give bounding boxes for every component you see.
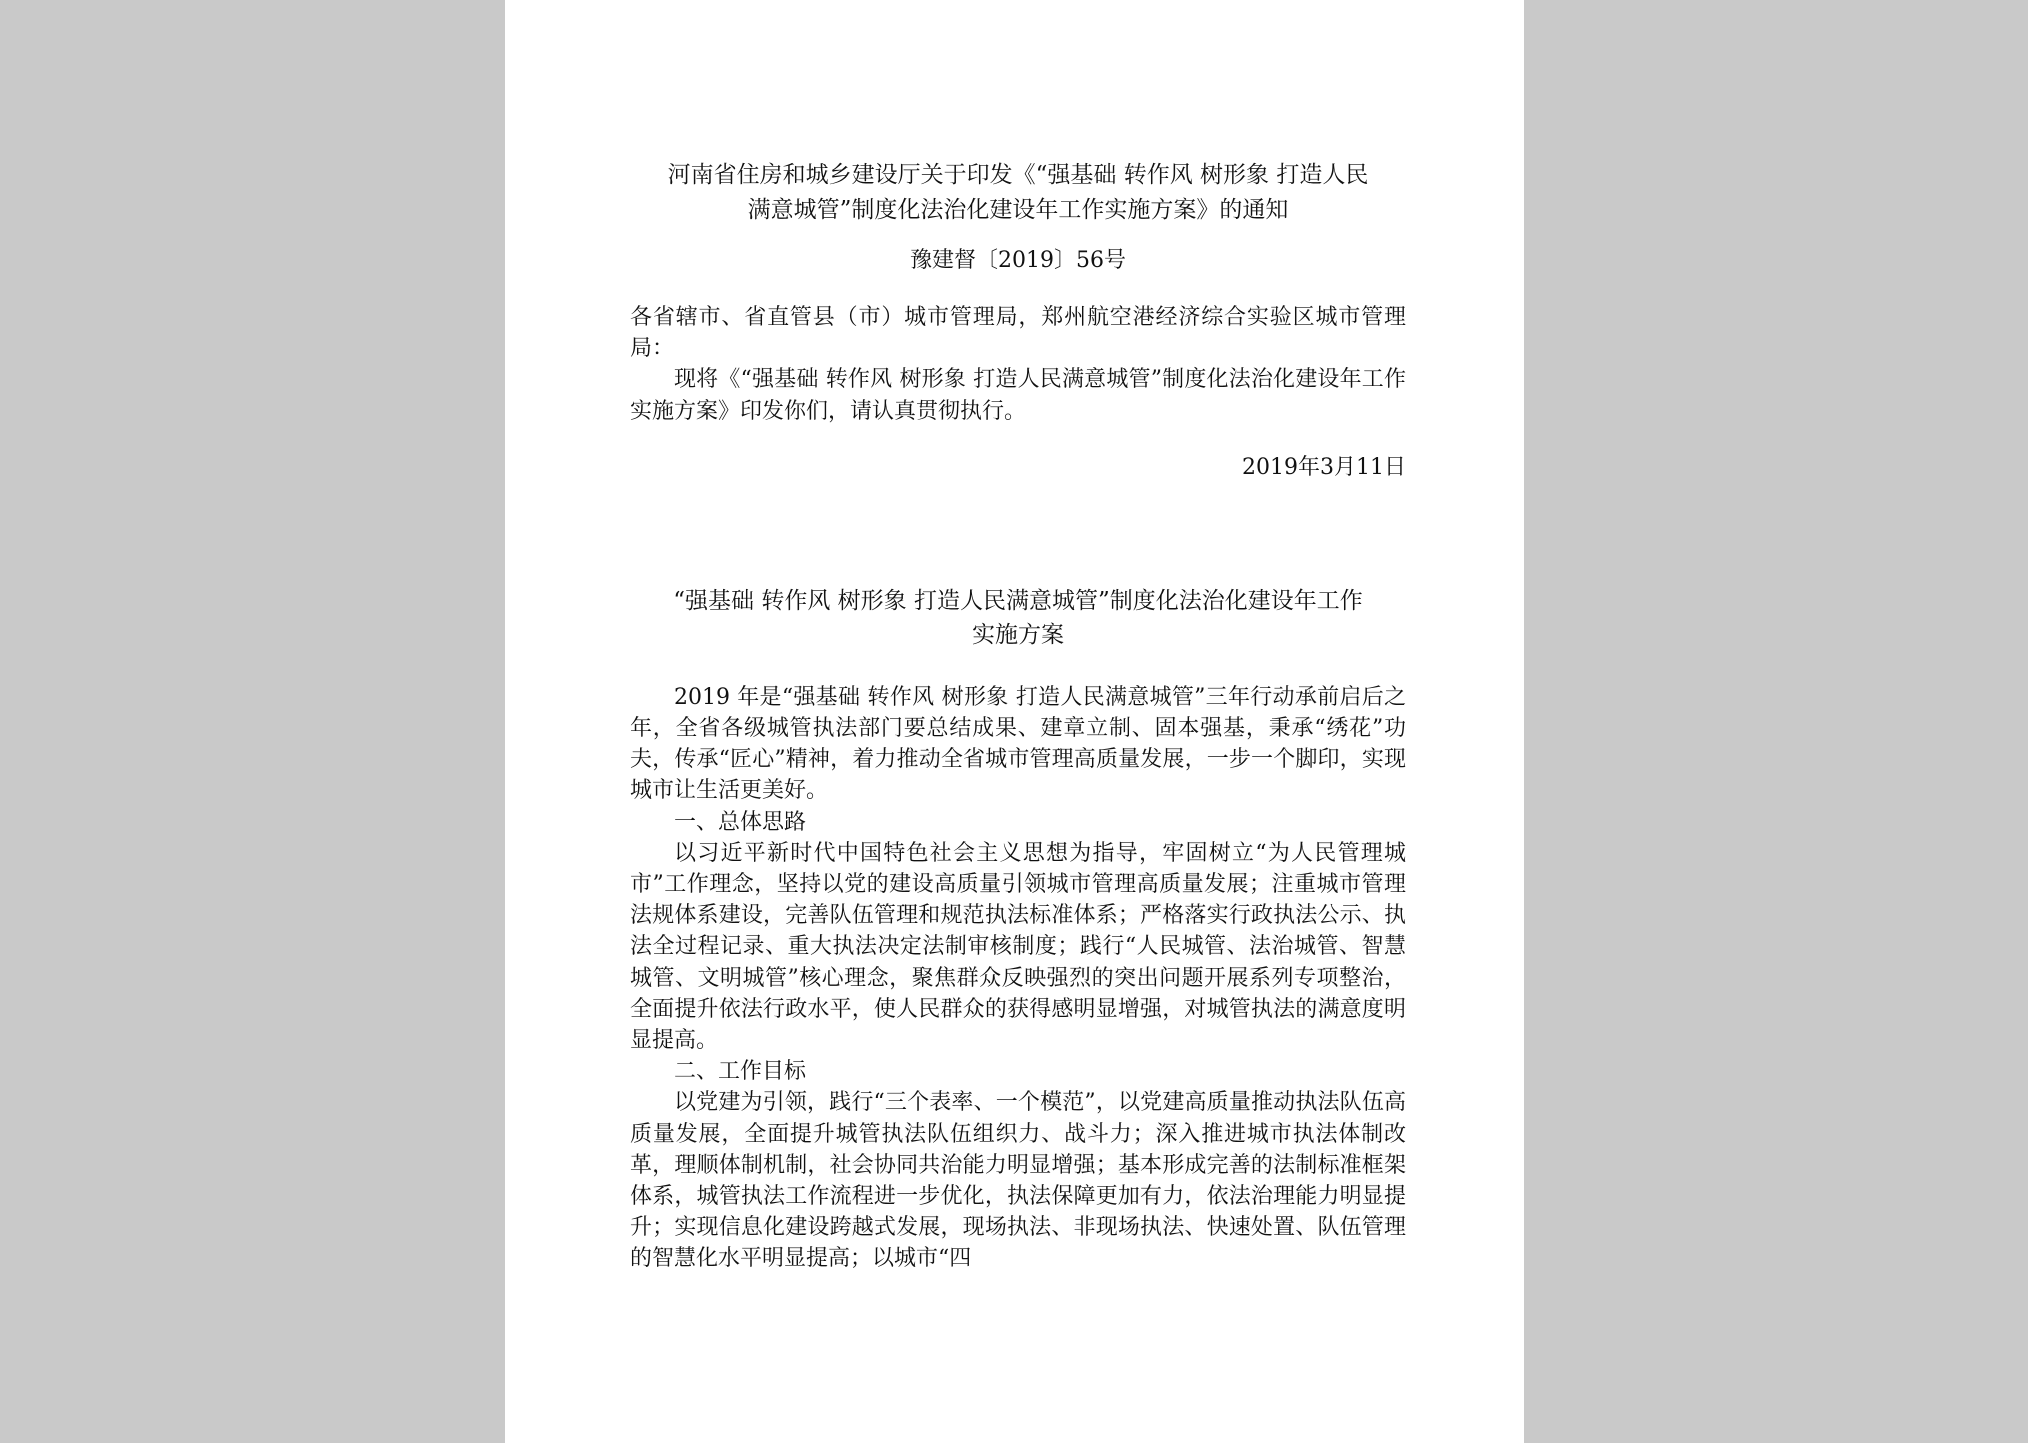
- section-heading-overall-approach: 一、总体思路: [674, 809, 807, 835]
- document-content: [630, 158, 1406, 1275]
- plan-title-line-1: “强基础 转作风 树形象 打造人民满意城管”制度化法治化建设年工作: [673, 587, 1363, 614]
- plan-title: [630, 584, 1406, 652]
- notice-title: [630, 158, 1406, 228]
- plan-body: [630, 682, 1406, 1275]
- document-page: [505, 0, 1524, 1443]
- section-heading-work-goals: 二、工作目标: [674, 1059, 807, 1085]
- notice-addressee: 各省辖市、省直管县（市）城市管理局，郑州航空港经济综合实验区城市管理局：: [630, 305, 1406, 362]
- notice-body: 现将《“强基础 转作风 树形象 打造人民满意城管”制度化法治化建设年工作实施方案》印发你们，请认真贯彻执行。: [630, 367, 1406, 424]
- plan-title-line-2: 实施方案: [972, 621, 1064, 648]
- plan-paragraph-approach: 以习近平新时代中国特色社会主义思想为指导，牢固树立“为人民管理城市”工作理念，坚持以党的建设高质量引领城市管理高质量发展；注重城市管理法规体系建设，完善队伍管理和规范执法标准体系；严格落实行政执法公示、执法全过程记录、重大执法决定法制审核制度；践行“人民城管、法治城管、智慧城管、文明城管”核心理念，聚焦群众反映强烈的突出问题开展系列专项整治，全面提升依法行政水平，使人民群众的获得感明显增强，对城管执法的满意度明显提高。: [630, 840, 1406, 1054]
- plan-paragraph-intro: 2019 年是“强基础 转作风 树形象 打造人民满意城管”三年行动承前启后之年，全省各级城管执法部门要总结成果、建章立制、固本强基，秉承“绣花”功夫，传承“匠心”精神，着力推动全省城市管理高质量发展，一步一个脚印，实现城市让生活更美好。: [630, 684, 1406, 804]
- notice-date: 2019年3月11日: [1242, 454, 1406, 480]
- notice-title-line-1: 河南省住房和城乡建设厅关于印发《“强基础 转作风 树形象 打造人民: [667, 162, 1369, 188]
- document-number: 豫建督〔2019〕56号: [910, 248, 1126, 273]
- notice-title-line-2: 满意城管”制度化法治化建设年工作实施方案》的通知: [747, 197, 1289, 223]
- plan-paragraph-goals: 以党建为引领，践行“三个表率、一个模范”，以党建高质量推动执法队伍高质量发展，全面提升城管执法队伍组织力、战斗力；深入推进城市执法体制改革，理顺体制机制，社会协同共治能力明显增强；基本形成完善的法制标准框架体系，城管执法工作流程进一步优化，执法保障更加有力，依法治理能力明显提升；实现信息化建设跨越式发展，现场执法、非现场执法、快速处置、队伍管理的智慧化水平明显提高；以城市“四: [630, 1090, 1406, 1272]
